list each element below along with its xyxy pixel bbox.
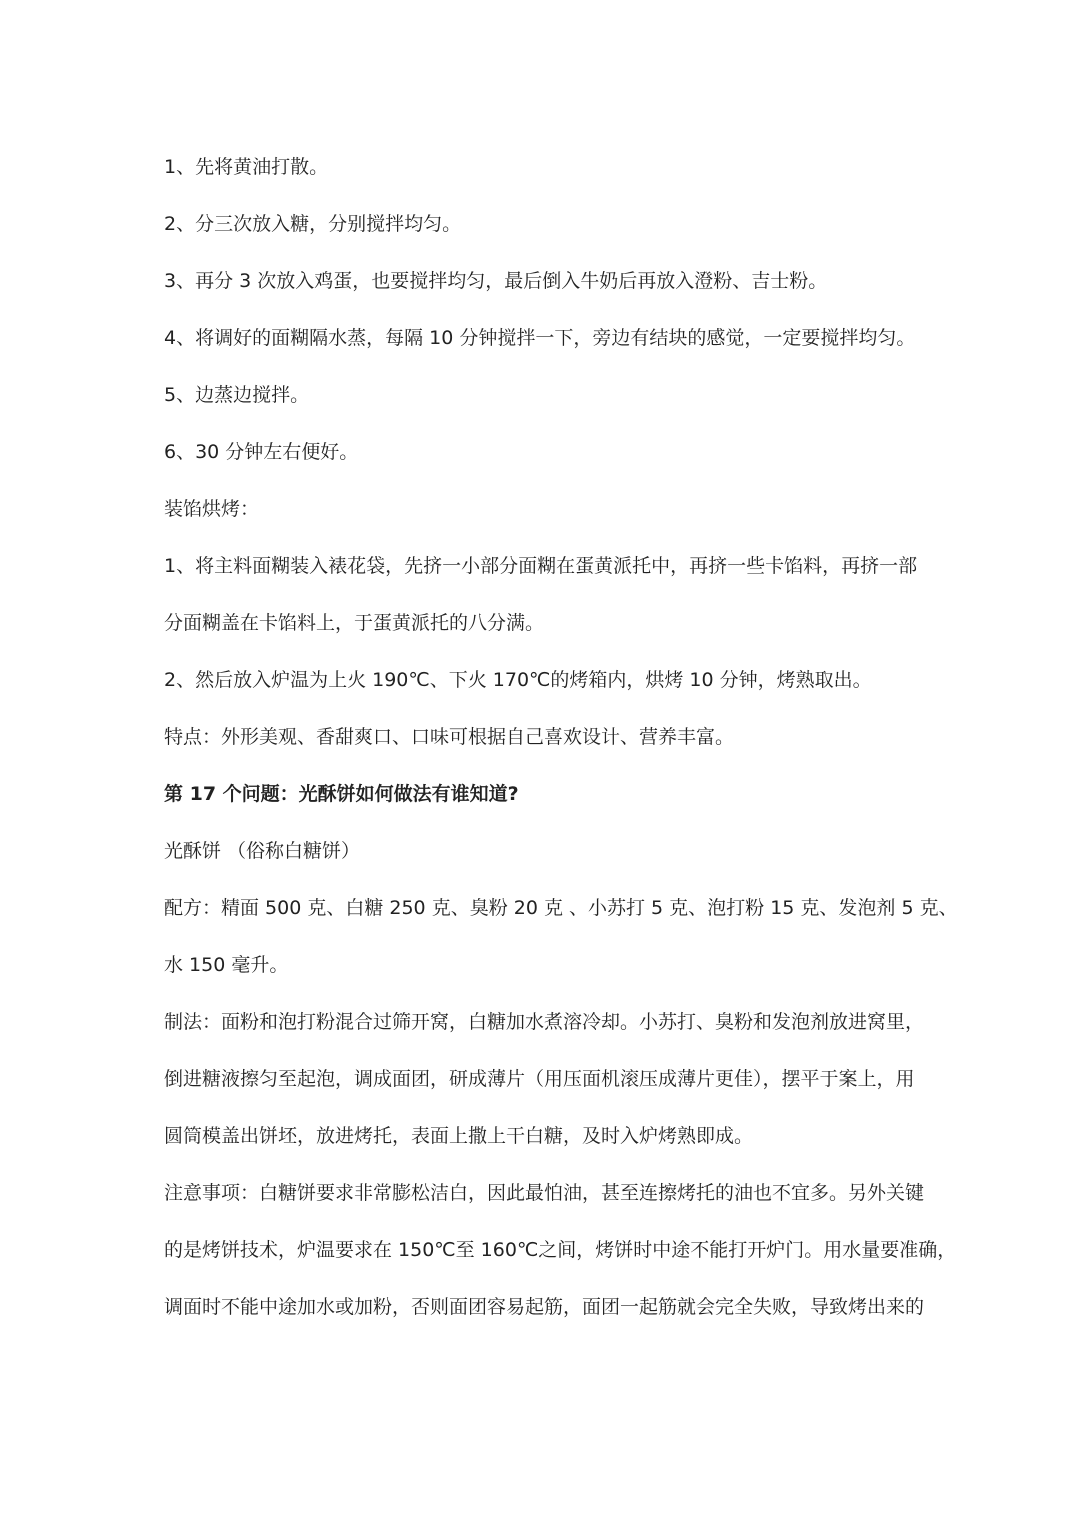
recipe-notes-line-3: 调面时不能中途加水或加粉，否则面团容易起筋，面团一起筋就会完全失败，导致烤出来的 <box>164 1296 925 1318</box>
recipe-notes <box>164 1165 957 1336</box>
step-6: 6、30 分钟左右便好。 <box>164 441 359 463</box>
step-2: 2、分三次放入糖，分别搅拌均匀。 <box>164 213 462 235</box>
step-4: 4、将调好的面糊隔水蒸，每隔 10 分钟搅拌一下，旁边有结块的感觉，一定要搅拌均匀。 <box>164 327 916 349</box>
recipe-ingredients <box>164 880 958 994</box>
recipe-method <box>164 994 924 1165</box>
document-body <box>164 139 958 1336</box>
step-3: 3、再分 3 次放入鸡蛋，也要搅拌均匀，最后倒入牛奶后再放入澄粉、吉士粉。 <box>164 270 828 292</box>
recipe-ingredients-line-1: 配方：精面 500 克、白糖 250 克、臭粉 20 克 、小苏打 5 克、泡打粉 15 克、发泡剂 5 克、 <box>164 897 958 919</box>
recipe-notes-line-2: 的是烤饼技术，炉温要求在 150℃至 160℃之间，烤饼时中途不能打开炉门。用水量要准确， <box>164 1239 957 1261</box>
recipe-method-line-3: 圆筒模盖出饼坯，放进烤托，表面上撒上干白糖，及时入炉烤熟即成。 <box>164 1125 754 1147</box>
baking-step-1 <box>164 538 924 652</box>
step-5: 5、边蒸边搅拌。 <box>164 384 310 406</box>
baking-step-1-line-1: 1、将主料面糊装入裱花袋，先挤一小部分面糊在蛋黄派托中，再挤一些卡馅料，再挤一部 <box>164 555 918 577</box>
baking-section-title: 装馅烘烤： <box>164 498 260 520</box>
recipe-method-line-2: 倒进糖液擦匀至起泡，调成面团，研成薄片（用压面机滚压成薄片更佳），摆平于案上，用 <box>164 1068 915 1090</box>
question-17-heading: 第 17 个问题：光酥饼如何做法有谁知道? <box>164 783 519 805</box>
recipe-subtitle: 光酥饼 （俗称白糖饼） <box>164 840 361 862</box>
recipe-method-line-1: 制法：面粉和泡打粉混合过筛开窝，白糖加水煮溶冷却。小苏打、臭粉和发泡剂放进窝里， <box>164 1011 925 1033</box>
recipe-ingredients-line-2: 水 150 毫升。 <box>164 954 289 976</box>
baking-step-2: 2、然后放入炉温为上火 190℃、下火 170℃的烤箱内，烘烤 10 分钟，烤熟取出。 <box>164 669 872 691</box>
step-1: 1、先将黄油打散。 <box>164 156 329 178</box>
baking-step-1-line-2: 分面糊盖在卡馅料上，于蛋黄派托的八分满。 <box>164 612 545 634</box>
features-text: 特点：外形美观、香甜爽口、口味可根据自己喜欢设计、营养丰富。 <box>164 726 735 748</box>
recipe-notes-line-1: 注意事项：白糖饼要求非常膨松洁白，因此最怕油，甚至连擦烤托的油也不宜多。另外关键 <box>164 1182 925 1204</box>
